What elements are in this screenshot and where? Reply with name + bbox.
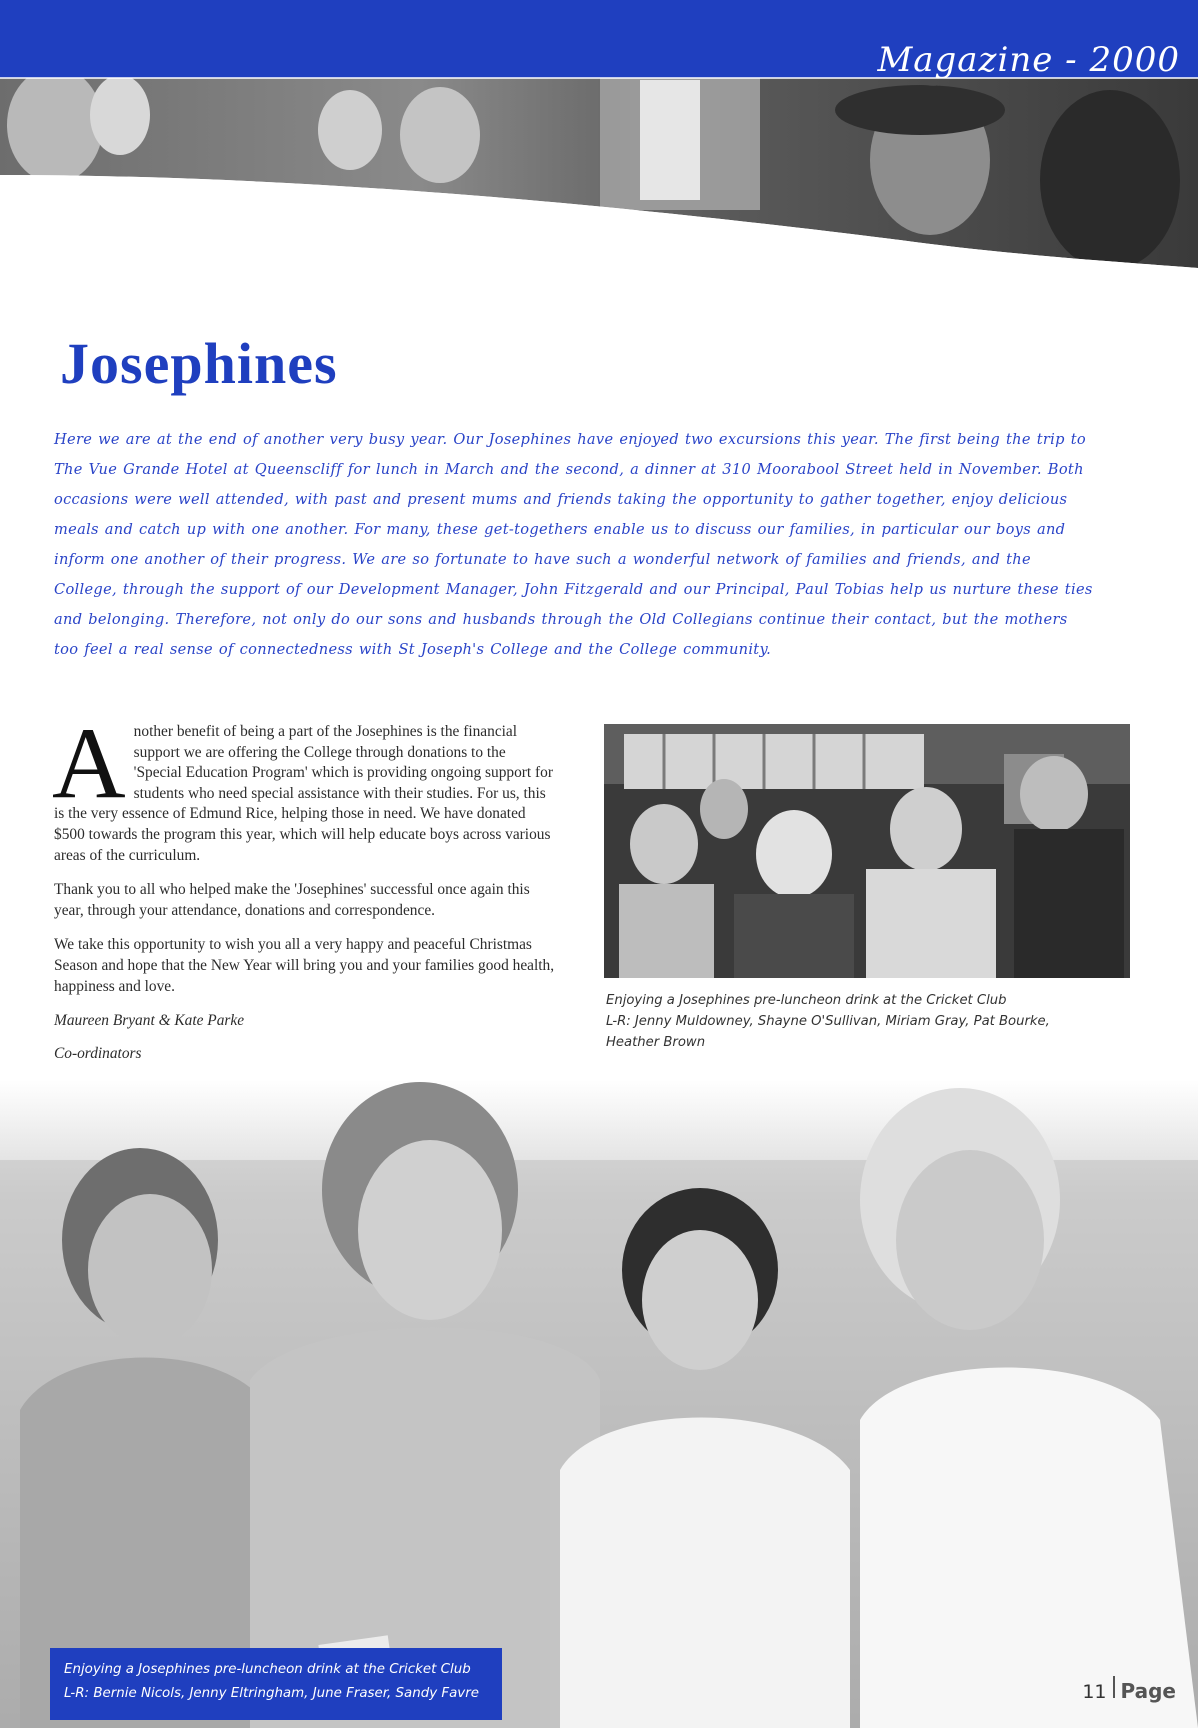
article-intro: Here we are at the end of another very busy year. Our Josephines have enjoyed two excursions this year. The first being the trip to The Vue Grande Hotel at Queenscliff for lunch in March and the second, a dinner at 310 Moorabool Street held in November. Both occasions were well attended, with past and present mums and friends taking the opportunity to gather together, enjoy delicious meals and catch up with one another. For many, these get-togethers enable us to discuss our families, in particular our boys and inform one another of their progress. We are so fortunate to have such a wonderful network of families and friends, and the College, through the support of our Development Manager, John Fitzgerald and our Principal, Paul Tobias help us nurture these ties and belonging. Therefore, not only do our sons and husbands through the Old Collegians continue their contact, but the mothers too feel a real sense of connectedness with St Joseph's College and the College community. <box>54 431 1093 658</box>
cricket-club-photo-2 <box>0 1080 1198 1728</box>
article-body <box>52 707 556 1076</box>
signature-role: Co-ordinators <box>54 1044 142 1062</box>
photo-2-caption <box>50 1648 502 1720</box>
signature: Maureen Bryant & Kate Parke <box>54 1012 245 1030</box>
page-number-value: 11 <box>1082 1681 1107 1703</box>
body-paragraph-1 <box>52 707 556 866</box>
header-banner <box>0 0 1198 280</box>
page-number-divider <box>1113 1676 1115 1698</box>
photo-2-caption-line-1: Enjoying a Josephines pre-luncheon drink at the Cricket Club <box>64 1662 471 1677</box>
article-title: Josephines <box>60 331 338 396</box>
cricket-club-photo-1 <box>604 724 1130 978</box>
photo-1-caption <box>606 990 1126 1053</box>
body-paragraph-3: We take this opportunity to wish you all a very happy and peaceful Christmas Season and hope that the New Year will bring you and your families good health, happiness and love. <box>54 936 555 995</box>
body-paragraph-2: Thank you to all who helped make the 'Josephines' successful once again this year, through your attendance, donations and correspondence. <box>54 881 530 919</box>
page-number <box>1082 1676 1176 1703</box>
photo-1-caption-line-1: Enjoying a Josephines pre-luncheon drink at the Cricket Club <box>606 993 1007 1008</box>
photo-1-caption-line-3: Heather Brown <box>606 1035 706 1050</box>
page-word: Page <box>1120 1679 1176 1703</box>
photo-1-caption-line-2: L-R: Jenny Muldowney, Shayne O'Sullivan, Miriam Gray, Pat Bourke, <box>606 1014 1050 1029</box>
photo-2-caption-line-2: L-R: Bernie Nicols, Jenny Eltringham, June Fraser, Sandy Favre <box>64 1686 479 1701</box>
drop-cap: A <box>52 707 126 820</box>
body-paragraph-1-text: nother benefit of being a part of the Josephines is the financial support we are offering the College through donations to the 'Special Education Program' which is providing ongoing support for students who need special assistance with their studies. For us, this is the very essence of Edmund Rice, helping those in need. We have donated $500 towards the program this year, which will help educate boys across various areas of the curriculum. <box>54 723 553 864</box>
magazine-title: Magazine - 2000 <box>877 40 1180 80</box>
